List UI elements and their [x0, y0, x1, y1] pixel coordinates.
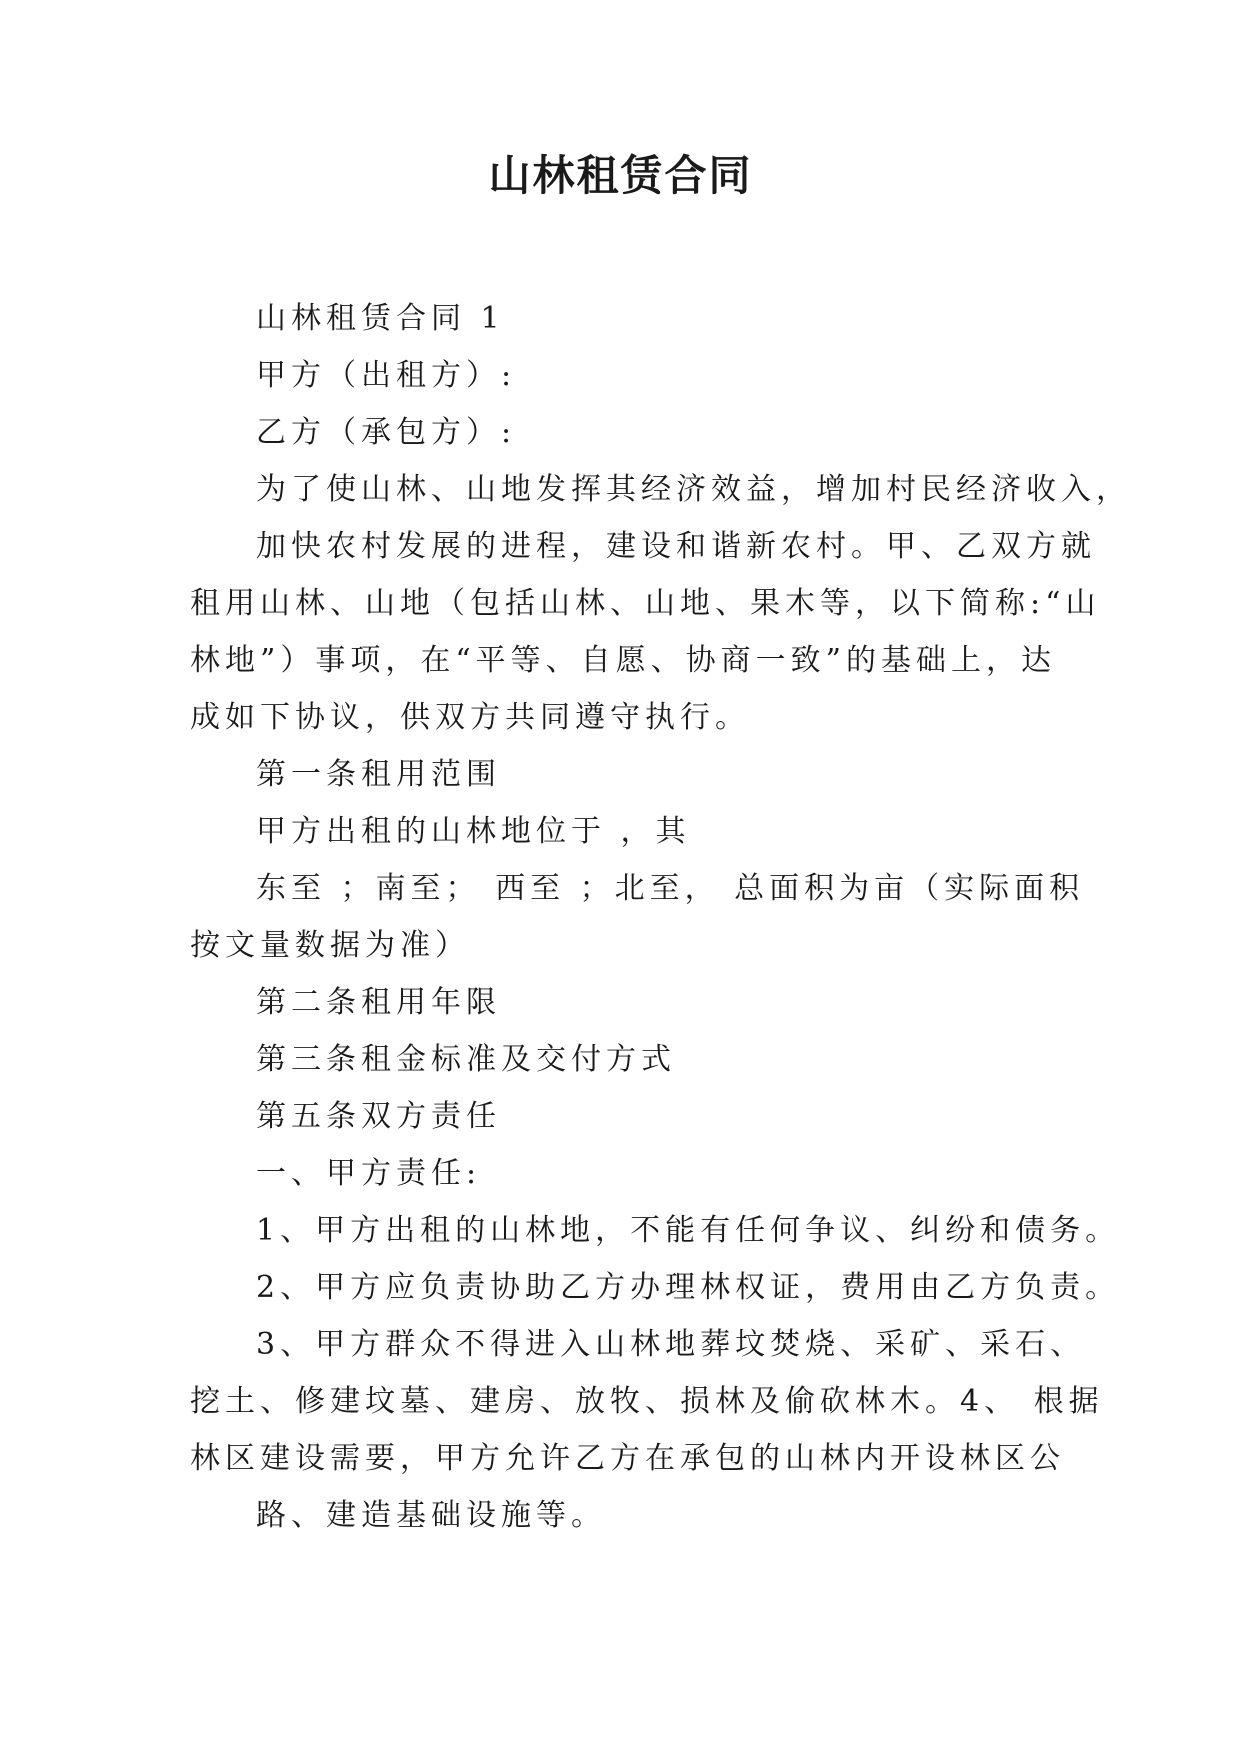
- body-line: 第一条租用范围: [256, 757, 501, 792]
- body-line: 路、建造基础设施等。: [256, 1498, 606, 1533]
- body-line: 第三条租金标准及交付方式: [256, 1042, 676, 1077]
- body-line: 加快农村发展的进程，建设和谐新农村。甲、乙双方就: [256, 529, 1096, 564]
- body-line: 按文量数据为准）: [190, 928, 470, 963]
- document-title: 山林租赁合同: [488, 151, 753, 200]
- body-line: 林区建设需要，甲方允许乙方在承包的山林内开设林区公: [190, 1441, 1065, 1476]
- body-line: 为了使山林、山地发挥其经济效益，增加村民经济收入，: [256, 472, 1131, 507]
- body-line: 挖土、修建坟墓、建房、放牧、损林及偷砍林木。4、 根据: [190, 1384, 1104, 1419]
- body-line: 乙方（承包方）:: [256, 415, 517, 450]
- body-line: 租用山林、山地（包括山林、山地、果木等，以下简称:“山: [190, 586, 1101, 621]
- body-line: 林地”）事项，在“平等、自愿、协商一致”的基础上，达: [190, 643, 1057, 678]
- body-line: 成如下协议，供双方共同遵守执行。: [190, 700, 750, 735]
- body-line: 甲方（出租方）:: [256, 358, 517, 393]
- body-line: 山林租赁合同 1: [256, 301, 505, 336]
- body-line: 3、甲方群众不得进入山林地葬坟焚烧、采矿、采石、: [256, 1327, 1086, 1362]
- body-line: 甲方出租的山林地位于 ，其: [256, 814, 691, 849]
- body-line: 第五条双方责任: [256, 1099, 501, 1134]
- body-line: 1、甲方出租的山林地，不能有任何争议、纠纷和债务。: [256, 1213, 1121, 1248]
- body-line: 一、甲方责任:: [256, 1156, 482, 1191]
- document-body: [190, 290, 1131, 1544]
- body-line: 东至 ；南至； 西至 ；北至， 总面积为亩（实际面积: [256, 871, 1085, 906]
- body-line: 第二条租用年限: [256, 985, 501, 1020]
- body-line: 2、甲方应负责协助乙方办理林权证，费用由乙方负责。: [256, 1270, 1121, 1305]
